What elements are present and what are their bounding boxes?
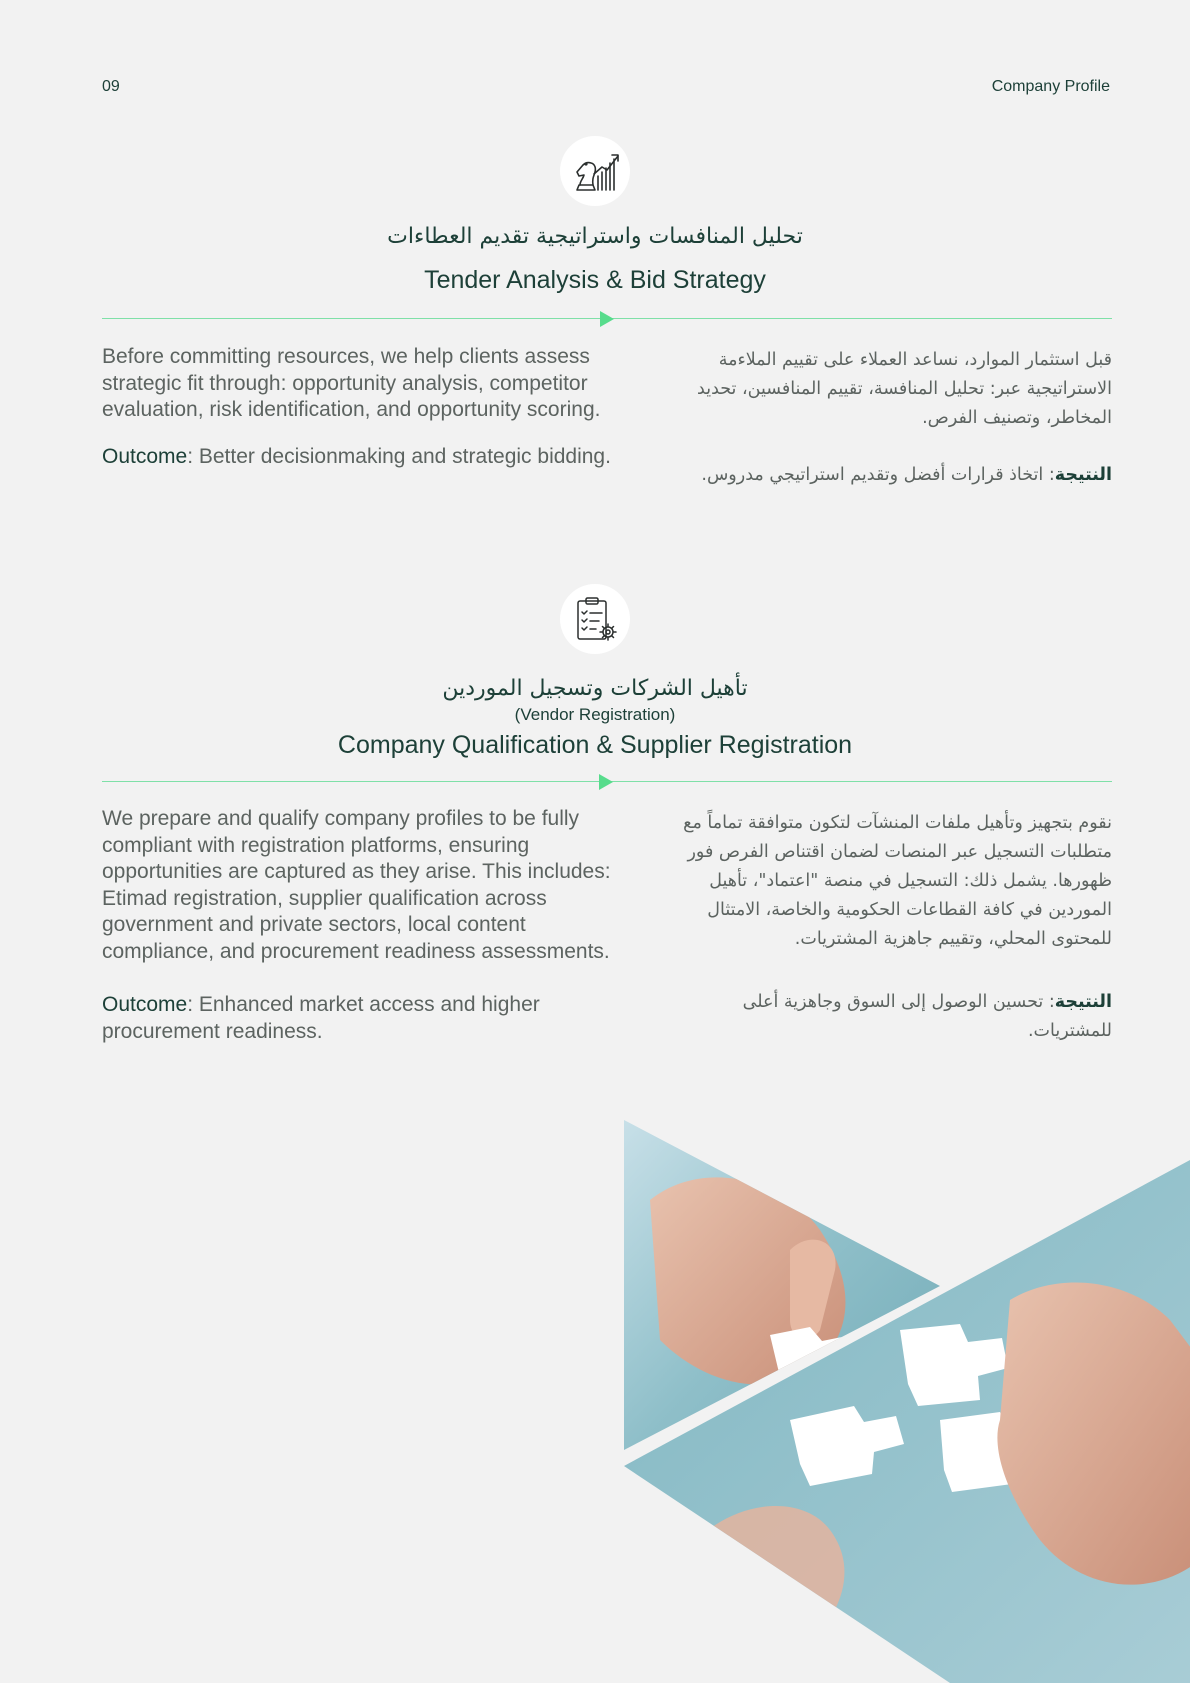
outcome-text-arabic: : تحسين الوصول إلى السوق وجاهزية أعلى للمشتريات. <box>742 992 1112 1041</box>
section-title-arabic: تأهيل الشركات وتسجيل الموردين <box>442 676 748 701</box>
section-title-english: Company Qualification & Supplier Registration <box>337 731 853 759</box>
body-paragraph-arabic: قبل استثمار الموارد، نساعد العملاء على تقييم الملاءمة الاستراتيجية عبر: تحليل المنافسة، تقييم المنافسين، تحديد المخاطر، وتصنيف الفرص. <box>697 350 1112 428</box>
body-paragraph: We prepare and qualify company profiles to be fully compliant with registration platforms, ensuring opportunities are captured as they arise. This includes: Etimad registration, supplier qualification across government and private sectors, local content compliance, and procurement readiness assessments. <box>102 807 611 963</box>
body-paragraph: Before committing resources, we help clients assess strategic fit through: opportunity analysis, competitor evaluation, risk identification, and opportunity scoring. <box>102 345 601 421</box>
outcome-label-arabic: النتيجة <box>1054 992 1112 1012</box>
section-title-english: Tender Analysis & Bid Strategy <box>424 266 766 294</box>
section-title-arabic: تحليل المنافسات واستراتيجية تقديم العطاءات <box>387 224 803 249</box>
section-subtitle: (Vendor Registration) <box>514 705 676 724</box>
outcome-text: : Enhanced market access and higher procurement readiness. <box>102 993 540 1043</box>
outcome-label: Outcome <box>102 993 188 1016</box>
outcome-text-arabic: : اتخاذ قرارات أفضل وتقديم استراتيجي مدروس. <box>701 465 1055 485</box>
document-title: Company Profile <box>991 78 1110 95</box>
body-paragraph-arabic: نقوم بتجهيز وتأهيل ملفات المنشآت لتكون متوافقة تماماً مع متطلبات التسجيل عبر المنصات لضمان اقتناص الفرص فور ظهورها. يشمل ذلك: التسجيل في منصة "اعتماد"، تأهيل الموردين في كافة القطاعات الحكومية والخاصة، الامتثال للمحتوى المحلي، وتقييم جاهزية المشتريات. <box>683 813 1112 949</box>
outcome-label: Outcome <box>102 444 188 468</box>
page-number: 09 <box>102 78 120 95</box>
outcome-label-arabic: النتيجة <box>1054 465 1112 485</box>
outcome-text: : Better decisionmaking and strategic bidding. <box>187 444 611 468</box>
